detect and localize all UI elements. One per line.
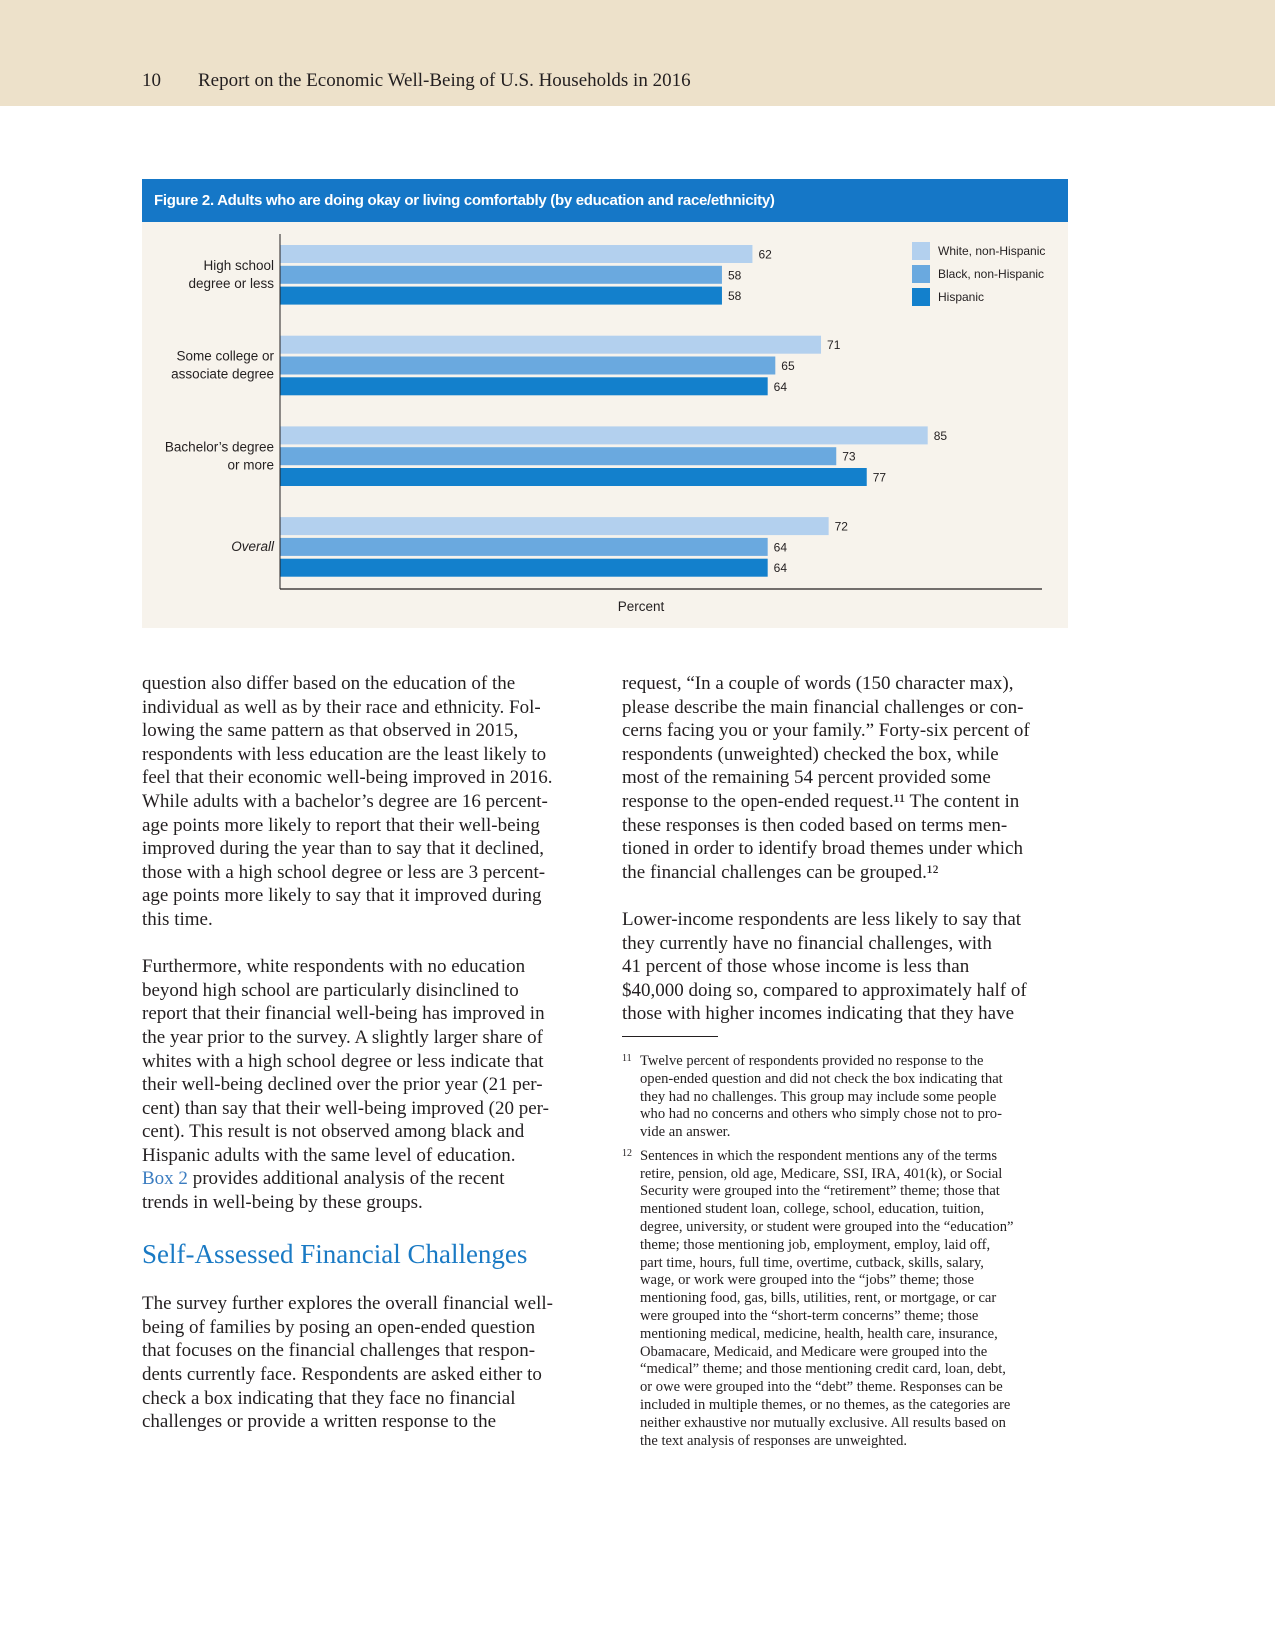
data-label: 65 bbox=[781, 359, 795, 373]
text-line: the financial challenges can be grouped.¹² bbox=[622, 861, 939, 883]
text-line: mentioning medical, medicine, health, health care, insurance, bbox=[640, 1325, 998, 1342]
bar-2-2 bbox=[280, 468, 867, 486]
text-line: improved during the year than to say that it declined, bbox=[142, 838, 545, 860]
text-line: individual as well as by their race and ethnicity. Fol- bbox=[142, 696, 541, 718]
text-line: Security were grouped into the “retirement” theme; those that bbox=[640, 1183, 1000, 1200]
bar-0-2 bbox=[280, 426, 928, 444]
footnote-12 bbox=[622, 1148, 1072, 1451]
data-label: 71 bbox=[827, 338, 841, 353]
text-line: request, “In a couple of words (150 character max), bbox=[622, 673, 1014, 694]
bar-2-3 bbox=[280, 559, 768, 577]
footnote-divider bbox=[622, 1036, 718, 1037]
footnote-mark: 11 bbox=[622, 1052, 632, 1064]
text-line: trends in well-being by these groups. bbox=[142, 1192, 423, 1214]
text-line: were grouped into the “short-term concerns” theme; those bbox=[640, 1308, 979, 1325]
box-2-link[interactable]: Box 2 bbox=[142, 1168, 188, 1190]
text-line: cent) than say that their well-being improved (20 per- bbox=[142, 1097, 549, 1119]
category-label: Some college or bbox=[176, 348, 274, 364]
text-line: Hispanic adults with the same level of education. bbox=[142, 1144, 516, 1166]
text-line: Lower-income respondents are less likely to say that bbox=[622, 908, 1022, 930]
bar-0-0 bbox=[280, 245, 752, 263]
text: provides additional analysis of the recent bbox=[187, 1168, 505, 1190]
text-line: Twelve percent of respondents provided no response to the bbox=[640, 1052, 984, 1069]
text-line: tioned in order to identify broad themes under which bbox=[622, 838, 1024, 860]
category-label: associate degree bbox=[171, 366, 274, 382]
text-line: lowing the same pattern as that observed in 2015, bbox=[142, 720, 519, 742]
page-number: 10 bbox=[142, 70, 161, 91]
text-line: response to the open-ended request.¹¹ The content in bbox=[622, 790, 1020, 812]
text-line: mentioned student loan, college, school, education, tuition, bbox=[640, 1201, 985, 1218]
category-label: or more bbox=[227, 457, 274, 473]
data-label: 58 bbox=[727, 268, 742, 283]
data-label: 62 bbox=[758, 247, 772, 262]
text-line: “medical” theme; and those mentioning credit card, loan, debt, bbox=[640, 1361, 1006, 1378]
text-line: question also differ based on the education of the bbox=[142, 673, 516, 694]
text-line: their well-being declined over the prior year (21 per- bbox=[142, 1074, 543, 1096]
data-label: 85 bbox=[933, 428, 948, 443]
left-column bbox=[142, 672, 592, 1457]
text-line: who had no concerns and others who simply chose not to pro- bbox=[640, 1106, 1002, 1123]
paragraph bbox=[142, 1292, 592, 1434]
text-line: vide an answer. bbox=[640, 1124, 731, 1141]
text-line: The survey further explores the overall financial well- bbox=[142, 1293, 553, 1315]
text-line: those with higher incomes indicating that they have bbox=[622, 1003, 1015, 1025]
bar-0-3 bbox=[280, 517, 829, 535]
legend-label: Hispanic bbox=[938, 290, 985, 304]
text-line: wage, or work were grouped into the “jobs” theme; those bbox=[640, 1272, 974, 1289]
data-label: 72 bbox=[834, 519, 848, 534]
footnote-mark: 12 bbox=[622, 1147, 632, 1159]
text-line: cent). This result is not observed among black and bbox=[142, 1121, 525, 1143]
legend-swatch-1 bbox=[912, 265, 930, 283]
figure-2 bbox=[142, 179, 1068, 628]
data-label: 77 bbox=[872, 470, 887, 485]
text-line: feel that their economic well-being improved in 2016. bbox=[142, 767, 553, 789]
bar-1-1 bbox=[280, 357, 775, 375]
data-label: 73 bbox=[842, 449, 856, 464]
data-label: 64 bbox=[773, 379, 788, 394]
legend-swatch-0 bbox=[912, 242, 930, 260]
footnote-text bbox=[640, 1148, 1072, 1451]
text-line: these responses is then coded based on terms men- bbox=[622, 814, 1008, 836]
text-line: age points more likely to report that their well-being bbox=[142, 814, 540, 836]
text-line: check a box indicating that they face no financial bbox=[142, 1387, 516, 1409]
bar-1-3 bbox=[280, 538, 768, 556]
right-column bbox=[622, 672, 1072, 1456]
text-line: While adults with a bachelor’s degree are 16 percent- bbox=[142, 790, 548, 812]
paragraph bbox=[622, 908, 1072, 1026]
report-title: Report on the Economic Well-Being of U.S. Households in 2016 bbox=[198, 70, 691, 91]
text-line: cerns facing you or your family.” Forty-six percent of bbox=[622, 720, 1030, 742]
text-line: theme; those mentioning job, employment, employ, laid off, bbox=[640, 1236, 991, 1253]
legend-swatch-2 bbox=[912, 288, 930, 306]
footnote-text bbox=[640, 1053, 1072, 1142]
x-axis-label: Percent bbox=[617, 599, 665, 614]
text-line: this time. bbox=[142, 908, 213, 930]
text-line: Sentences in which the respondent mentions any of the terms bbox=[640, 1147, 998, 1164]
text-line: or owe were grouped into the “debt” theme. Responses can be bbox=[640, 1379, 1003, 1396]
text-line: report that their financial well-being has improved in bbox=[142, 1003, 545, 1025]
paragraph bbox=[142, 672, 592, 932]
text-line: mentioning food, gas, bills, utilities, rent, or mortgage, or car bbox=[640, 1290, 997, 1307]
text-line: those with a high school degree or less are 3 percent- bbox=[142, 861, 546, 883]
text-line: whites with a high school degree or less indicate that bbox=[142, 1050, 544, 1072]
text-line: neither exhaustive nor mutually exclusive. All results based on bbox=[640, 1414, 1006, 1431]
text-line: respondents with less education are the least likely to bbox=[142, 743, 547, 765]
data-label: 64 bbox=[773, 561, 788, 576]
text-line: that focuses on the financial challenges that respon- bbox=[142, 1340, 536, 1362]
footnote-11 bbox=[622, 1053, 1072, 1142]
data-label: 58 bbox=[727, 289, 742, 304]
bar-2-1 bbox=[280, 377, 768, 395]
text-line: they had no challenges. This group may include some people bbox=[640, 1088, 997, 1105]
text-line: they currently have no financial challenges, with bbox=[622, 932, 992, 954]
text-line: Furthermore, white respondents with no education bbox=[142, 956, 526, 978]
text-line: Obamacare, Medicaid, and Medicare were grouped into the bbox=[640, 1343, 988, 1360]
bar-1-0 bbox=[280, 266, 722, 284]
bar-1-2 bbox=[280, 447, 836, 465]
text-line: being of families by posing an open-ended question bbox=[142, 1316, 536, 1338]
paragraph bbox=[142, 955, 592, 1215]
text-line: please describe the main financial challenges or con- bbox=[622, 696, 1024, 718]
text-line: the text analysis of responses are unweighted. bbox=[640, 1432, 908, 1449]
text-line: open-ended question and did not check the box indicating that bbox=[640, 1070, 1003, 1087]
category-label: degree or less bbox=[188, 276, 274, 291]
bar-chart bbox=[142, 179, 1068, 628]
category-label: Overall bbox=[231, 539, 274, 555]
text-line: dents currently face. Respondents are asked either to bbox=[142, 1364, 542, 1386]
data-label: 64 bbox=[773, 540, 788, 555]
category-label: High school bbox=[203, 258, 274, 273]
text-line: included in multiple themes, or no themes, as the categories are bbox=[640, 1397, 1011, 1414]
legend-label: Black, non-Hispanic bbox=[938, 267, 1045, 281]
bar-0-1 bbox=[280, 336, 821, 354]
bar-2-0 bbox=[280, 287, 722, 305]
paragraph bbox=[622, 672, 1072, 884]
text-line: respondents (unweighted) checked the box, while bbox=[622, 743, 999, 765]
figure-title: Figure 2. Adults who are doing okay or living comfortably (by education and race/ethnicity) bbox=[142, 179, 1068, 222]
text-line: retire, pension, old age, Medicare, SSI, IRA, 401(k), or Social bbox=[640, 1165, 1003, 1182]
text-line: beyond high school are particularly disinclined to bbox=[142, 979, 519, 1001]
category-label: Bachelor’s degree bbox=[164, 439, 274, 455]
text-line: degree, university, or student were grouped into the “education” bbox=[640, 1219, 1014, 1236]
text-line: age points more likely to say that it improved during bbox=[142, 885, 542, 907]
text-line: most of the remaining 54 percent provided some bbox=[622, 767, 991, 789]
text-line: $40,000 doing so, compared to approximately half of bbox=[622, 979, 1027, 1001]
legend-label: White, non-Hispanic bbox=[938, 244, 1046, 258]
text-line: challenges or provide a written response to the bbox=[142, 1411, 497, 1433]
text-line: 41 percent of those whose income is less than bbox=[622, 956, 970, 978]
text-line: part time, hours, full time, overtime, cutback, skills, salary, bbox=[640, 1254, 984, 1271]
section-heading: Self-Assessed Financial Challenges bbox=[142, 1239, 528, 1270]
text-line: the year prior to the survey. A slightly larger share of bbox=[142, 1026, 544, 1048]
paragraph-lines bbox=[142, 955, 592, 1167]
